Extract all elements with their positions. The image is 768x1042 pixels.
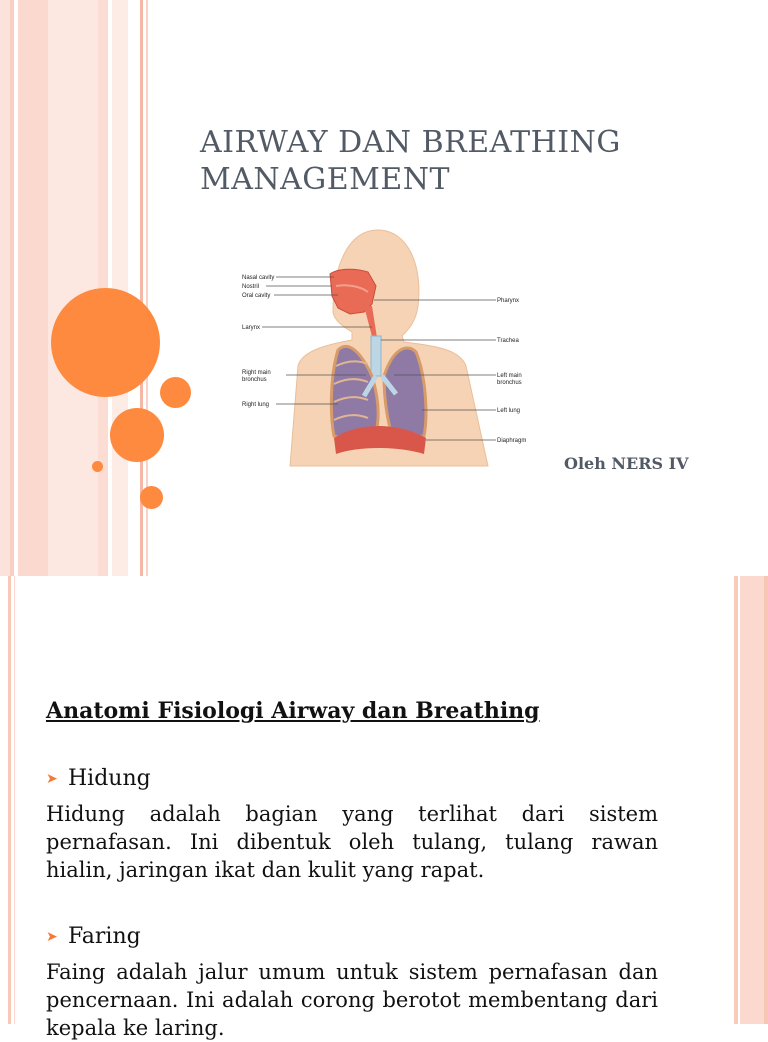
decor-stripe (0, 0, 10, 576)
label-oral-cavity: Oral cavity (242, 293, 271, 299)
decor-stripe (764, 576, 768, 1024)
decor-circle (160, 377, 191, 408)
label-trachea: Trachea (497, 338, 519, 344)
label-nostril: Nostril (242, 284, 260, 290)
label-right-lung: Right lung (242, 402, 270, 408)
label-left-main-bronchus: Left main (497, 373, 522, 379)
label-nasal-cavity: Nasal cavity (242, 275, 275, 281)
decor-circle (51, 288, 160, 397)
decor-stripe (734, 576, 738, 1024)
label-diaphragm: Diaphragm (497, 438, 527, 444)
decor-circle (140, 486, 163, 509)
section-heading: Anatomi Fisiologi Airway dan Breathing (46, 698, 540, 724)
paragraph: Hidung adalah bagian yang terlihat dari sistem pernafasan. Ini dibentuk oleh tulang, tulang rawan hialin, jaringan ikat dan kulit yang rapat. (46, 802, 658, 882)
decor-stripe (8, 576, 11, 1024)
decor-stripe (48, 0, 98, 576)
label-larynx: Larynx (242, 325, 261, 331)
chevron-right-icon: ➤ (46, 929, 58, 945)
paragraph: Faing adalah jalur umum untuk sistem pernafasan dan pencernaan. Ini adalah corong berotot membentang dari kepala ke laring. (46, 960, 658, 1040)
decor-stripe (10, 0, 14, 576)
chevron-right-icon: ➤ (46, 771, 58, 787)
label-right-main-bronchus-2: bronchus (242, 377, 267, 383)
decor-stripe (18, 0, 48, 576)
decor-stripe (14, 576, 15, 1024)
slide-title: AIRWAY DAN BREATHING MANAGEMENT (200, 125, 621, 197)
bullet-title: Hidung (68, 766, 151, 791)
label-left-main-bronchus-2: bronchus (497, 380, 522, 386)
label-left-lung: Left lung (497, 408, 521, 414)
author-credit: Oleh NERS IV (564, 454, 689, 473)
label-pharynx: Pharynx (497, 298, 520, 304)
bullet-title: Faring (68, 924, 141, 949)
respiratory-system-diagram (238, 226, 528, 470)
label-right-main-bronchus: Right main (242, 370, 271, 376)
decor-stripe (740, 576, 764, 1024)
decor-circle (110, 408, 164, 462)
decor-circle (92, 461, 103, 472)
content-slide (0, 576, 768, 1040)
bullet-item (46, 766, 151, 791)
bullet-item (46, 924, 141, 949)
